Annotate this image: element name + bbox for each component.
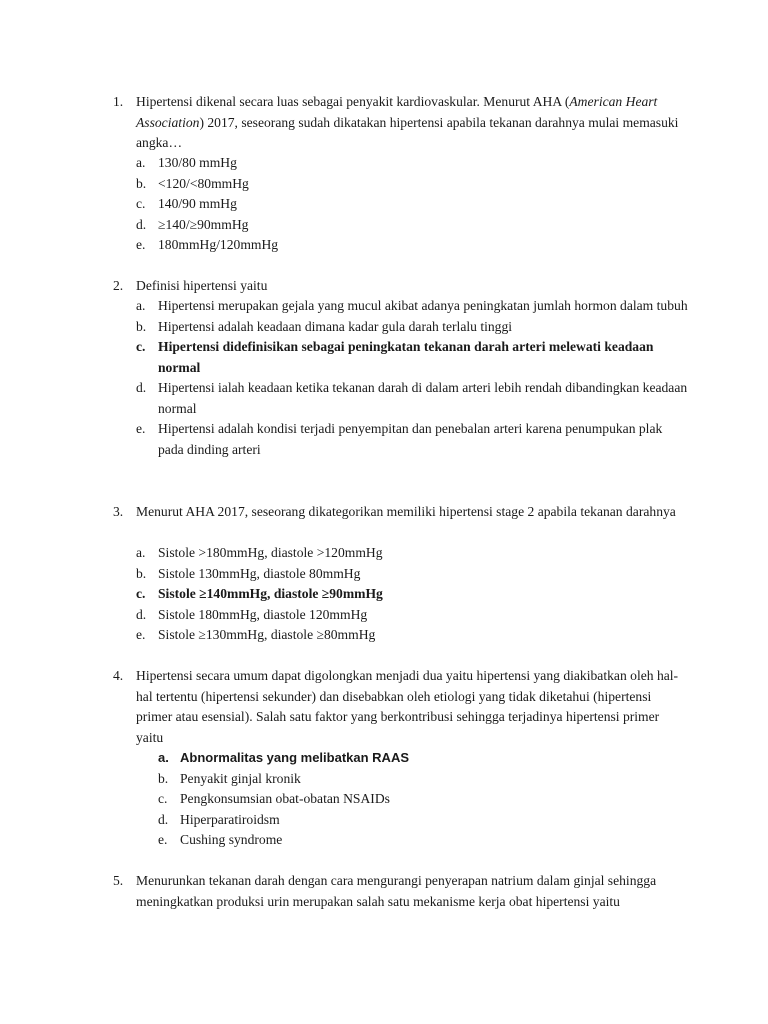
option-list xyxy=(136,153,688,256)
option-b xyxy=(136,317,688,338)
question-text: Hipertensi secara umum dapat digolongkan menjadi dua yaitu hipertensi yang diakibatkan oleh hal-hal tertentu (hipertensi sekunder) dan disebabkan oleh etiologi yang tidak diketahui (hipertensi primer atau esensial). Salah satu faktor yang berkontribusi sehingga terjadinya hipertensi primer yaitu xyxy=(136,668,679,745)
question-text: Menurut AHA 2017, seseorang dikategorikan memiliki hipertensi stage 2 apabila tekanan darahnya xyxy=(136,504,676,519)
option-letter: d. xyxy=(158,811,169,827)
option-text: Hiperparatiroidsm xyxy=(180,811,280,827)
option-letter: b. xyxy=(136,318,147,334)
option-letter: c. xyxy=(158,791,168,806)
option-letter: d. xyxy=(136,380,147,395)
option-letter: d. xyxy=(136,606,147,622)
option-text: Hipertensi adalah kondisi terjadi penyempitan dan penebalan arteri karena penumpukan plak pada dinding arteri xyxy=(158,421,663,457)
option-letter: a. xyxy=(136,298,146,313)
option-letter: b. xyxy=(136,175,147,191)
option-d xyxy=(136,605,688,626)
question-number: 3. xyxy=(113,504,124,519)
option-c xyxy=(158,789,688,810)
option-letter: b. xyxy=(158,770,169,786)
option-b xyxy=(136,174,688,195)
option-text: Abnormalitas yang melibatkan RAAS xyxy=(180,750,409,765)
option-letter: e. xyxy=(136,421,146,436)
option-text: Cushing syndrome xyxy=(180,832,283,847)
question-number: 1. xyxy=(113,94,124,109)
option-d xyxy=(136,215,688,236)
option-e xyxy=(136,625,688,646)
option-letter: d. xyxy=(136,216,147,232)
option-c xyxy=(136,584,688,605)
question-text: Definisi hipertensi yaitu xyxy=(136,278,268,293)
option-c xyxy=(136,194,688,215)
question-text-italic: American Heart Association xyxy=(136,94,658,130)
option-letter: a. xyxy=(136,155,146,170)
option-e xyxy=(136,235,688,256)
option-list xyxy=(136,543,688,646)
option-text: Hipertensi merupakan gejala yang mucul akibat adanya peningkatan jumlah hormon dalam tubuh xyxy=(158,298,688,313)
option-text: Sistole 180mmHg, diastole 120mmHg xyxy=(158,606,368,622)
option-letter: e. xyxy=(136,237,146,252)
option-d xyxy=(158,810,688,831)
option-text: Pengkonsumsian obat-obatan NSAIDs xyxy=(180,791,390,806)
option-text: Sistole ≥140mmHg, diastole ≥90mmHg xyxy=(158,586,383,601)
option-text: Hipertensi didefinisikan sebagai peningkatan tekanan darah arteri melewati keadaan normal xyxy=(158,339,654,375)
option-a xyxy=(158,748,688,769)
option-c xyxy=(136,337,688,378)
option-a xyxy=(136,296,688,317)
option-text: Penyakit ginjal kronik xyxy=(180,770,301,786)
option-d xyxy=(136,378,688,419)
option-text: Sistole 130mmHg, diastole 80mmHg xyxy=(158,565,361,581)
option-letter: c. xyxy=(136,339,146,354)
option-b xyxy=(136,564,688,585)
question-text xyxy=(136,92,681,154)
question-number: 5. xyxy=(113,873,124,888)
option-letter: c. xyxy=(136,196,146,211)
option-letter: b. xyxy=(136,565,147,581)
option-letter: e. xyxy=(158,832,168,847)
option-text: ≥140/≥90mmHg xyxy=(158,216,249,232)
option-text: Hipertensi adalah keadaan dimana kadar gula darah terlalu tinggi xyxy=(158,318,513,334)
option-list xyxy=(136,296,688,460)
option-a xyxy=(136,543,688,564)
option-letter: a. xyxy=(136,545,146,560)
option-e xyxy=(136,419,688,460)
option-text: Sistole ≥130mmHg, diastole ≥80mmHg xyxy=(158,627,376,642)
option-e xyxy=(158,830,688,851)
option-a xyxy=(136,153,688,174)
question-number: 4. xyxy=(113,668,124,683)
option-letter: e. xyxy=(136,627,146,642)
question-number: 2. xyxy=(113,278,124,293)
option-list xyxy=(158,748,688,851)
option-text: Hipertensi ialah keadaan ketika tekanan darah di dalam arteri lebih rendah dibandingkan keadaan normal xyxy=(158,380,688,416)
question-text-part: Hipertensi dikenal secara luas sebagai penyakit kardiovaskular. Menurut AHA ( xyxy=(136,94,570,109)
option-letter: a. xyxy=(158,750,169,765)
question-text-part: ) 2017, seseorang sudah dikatakan hipertensi apabila tekanan darahnya mulai memasuki angka… xyxy=(136,114,679,150)
option-text: <120/<80mmHg xyxy=(158,175,249,191)
option-letter: c. xyxy=(136,586,146,601)
option-text: Sistole >180mmHg, diastole >120mmHg xyxy=(158,545,383,560)
option-text: 140/90 mmHg xyxy=(158,196,237,211)
option-text: 180mmHg/120mmHg xyxy=(158,237,279,252)
question-text: Menurunkan tekanan darah dengan cara mengurangi penyerapan natrium dalam ginjal sehingga meningkatkan produksi urin merupakan salah satu mekanisme kerja obat hipertensi yaitu xyxy=(136,873,657,909)
option-b xyxy=(158,769,688,790)
option-text: 130/80 mmHg xyxy=(158,155,237,170)
